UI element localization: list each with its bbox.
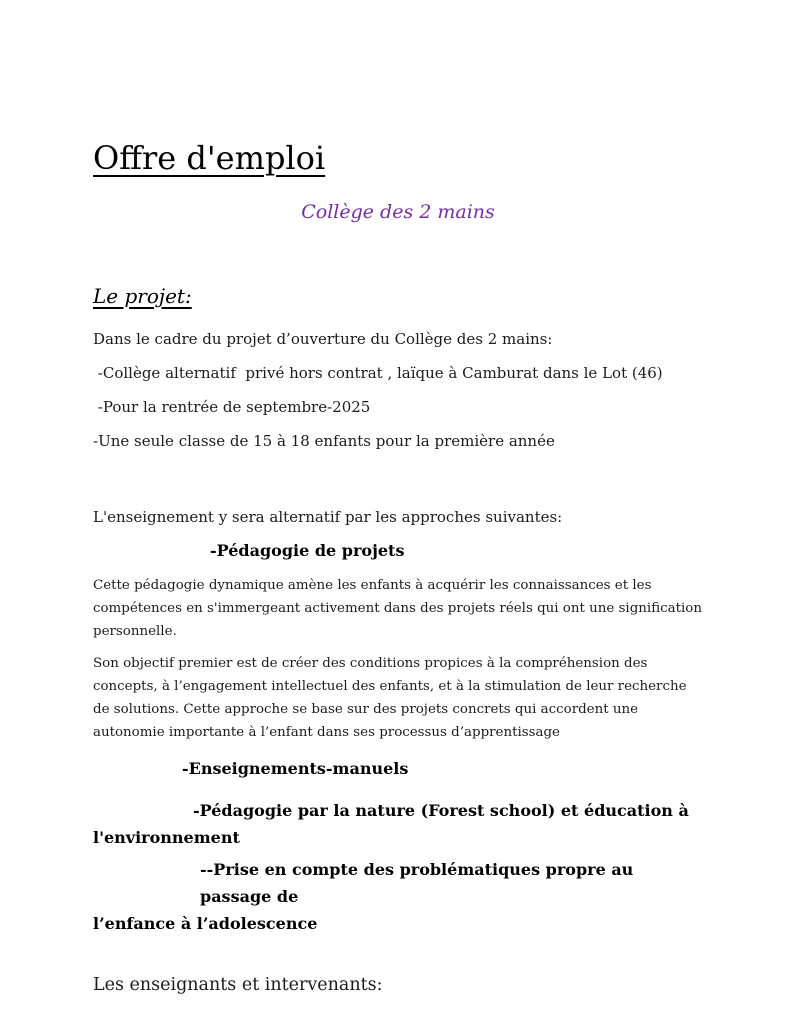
section-heading-le-projet <box>93 284 703 308</box>
heading-prise-en-compte <box>93 856 703 937</box>
heading-enseignants-intervenants: Les enseignants et intervenants: <box>93 974 383 995</box>
document-title-text: Offre d'emploi <box>93 139 326 177</box>
heading-pedagogie-nature-line1: -Pédagogie par la nature (Forest school) et éducation à <box>193 800 689 820</box>
heading-prise-en-compte-line2: l’enfance à l’adolescence <box>93 913 318 933</box>
paragraph-pedagogie-description-2: Son objectif premier est de créer des conditions propices à la compréhension des concepts, à l’engagement intellectuel des enfants, et à la stimulation de leur recherche de solutions. Cette approche se base sur des projets concrets qui accordent une autonomie importante à l’enfant dans ses processus d’apprentissage <box>93 655 691 740</box>
paragraph-projet-intro: Dans le cadre du projet d’ouverture du Collège des 2 mains: <box>93 329 553 348</box>
heading-pedagogie-de-projets: -Pédagogie de projets <box>210 540 405 560</box>
heading-prise-en-compte-line1: --Prise en compte des problématiques propre au passage de <box>200 859 634 906</box>
list-item-classe-enfants: -Une seule classe de 15 à 18 enfants pour la première année <box>93 431 555 450</box>
section-heading-text: Le projet: <box>93 283 192 308</box>
document-title <box>93 140 703 177</box>
paragraph-enseignement-intro: L'enseignement y sera alternatif par les approches suivantes: <box>93 507 563 526</box>
heading-pedagogie-nature-line2: l'environnement <box>93 827 240 847</box>
heading-enseignements-manuels: -Enseignements-manuels <box>182 758 409 778</box>
paragraph-pedagogie-description-1: Cette pédagogie dynamique amène les enfants à acquérir les connaissances et les compétences en s'immergeant activement dans des projets réels qui ont une signification personnelle. <box>93 577 707 639</box>
document-subtitle: Collège des 2 mains <box>301 200 495 223</box>
heading-pedagogie-nature <box>93 797 703 851</box>
list-item-rentree-septembre: -Pour la rentrée de septembre-2025 <box>93 397 371 416</box>
list-item-college-alternatif: -Collège alternatif privé hors contrat , laïque à Camburat dans le Lot (46) <box>93 363 663 382</box>
